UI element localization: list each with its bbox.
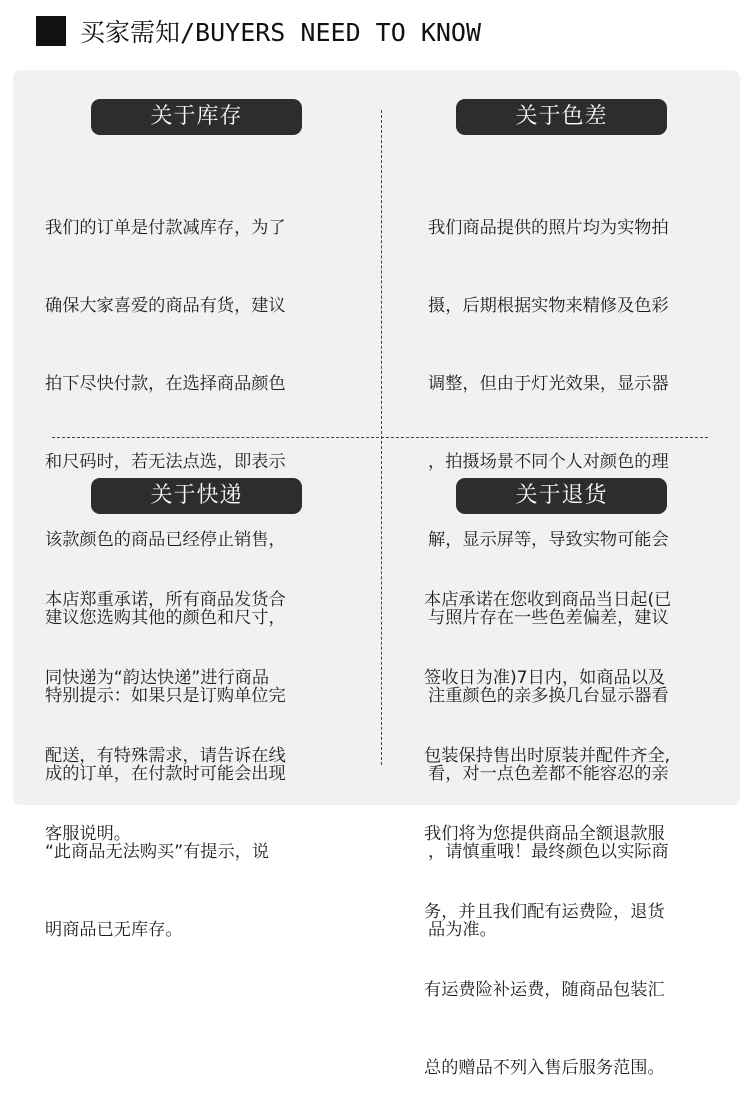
text-line: 我们的订单是付款减库存，为了 xyxy=(45,218,286,238)
text-line: 我们将为您提供商品全额退款服 xyxy=(424,824,665,844)
text-line: 解，显示屏等，导致实物可能会 xyxy=(428,530,669,550)
delivery-section-text xyxy=(45,535,286,873)
text-line: 与照片存在一些色差偏差，建议 xyxy=(428,608,669,628)
text-line: 总的赠品不列入售后服务范围。 xyxy=(424,1058,665,1078)
text-line: 确保大家喜爱的商品有货，建议 xyxy=(45,296,286,316)
page-header xyxy=(36,14,481,48)
text-line: 包装保持售出时原装并配件齐全, xyxy=(424,746,671,766)
text-line: 配送，有特殊需求，请告诉在线 xyxy=(45,746,286,766)
text-line: 特别提示：如果只是订购单位完 xyxy=(45,686,286,706)
text-line: 我们商品提供的照片均为实物拍 xyxy=(428,218,669,238)
text-line: 品为准。 xyxy=(428,920,497,940)
text-line: 务，并且我们配有运费险，退货 xyxy=(424,902,665,922)
text-line: 看，对一点色差都不能容忍的亲 xyxy=(428,764,669,784)
text-line: 拍下尽快付款，在选择商品颜色 xyxy=(45,374,286,394)
text-line: “此商品无法购买”有提示，说 xyxy=(45,842,270,862)
return-section-text xyxy=(424,535,671,1107)
stock-section-title: 关于库存 xyxy=(91,99,302,135)
text-line: ，请慎重哦！最终颜色以实际商 xyxy=(428,842,669,862)
text-line: 摄，后期根据实物来精修及色彩 xyxy=(428,296,669,316)
return-section-title: 关于退货 xyxy=(456,478,667,514)
text-line: 同快递为“韵达快递”进行商品 xyxy=(45,668,270,688)
color-section-title: 关于色差 xyxy=(456,99,667,135)
page-title: 买家需知/BUYERS NEED TO KNOW xyxy=(80,18,482,47)
text-line: 和尺码时，若无法点选，即表示 xyxy=(45,452,286,472)
text-line: 客服说明。 xyxy=(45,824,131,844)
text-line: 签收日为准)7日内，如商品以及 xyxy=(424,668,666,688)
text-line: 本店郑重承诺，所有商品发货合 xyxy=(45,590,286,610)
text-line: 明商品已无库存。 xyxy=(45,920,183,940)
header-square-icon xyxy=(36,16,66,46)
delivery-section-title: 关于快递 xyxy=(91,478,302,514)
text-line: 注重颜色的亲多换几台显示器看 xyxy=(428,686,669,706)
text-line: 建议您选购其他的颜色和尺寸， xyxy=(45,608,286,628)
text-line: 有运费险补运费，随商品包装汇 xyxy=(424,980,665,1000)
text-line: ，拍摄场景不同个人对颜色的理 xyxy=(428,452,669,472)
text-line: 调整，但由于灯光效果，显示器 xyxy=(428,374,669,394)
text-line: 本店承诺在您收到商品当日起(已 xyxy=(424,590,672,610)
text-line: 该款颜色的商品已经停止销售， xyxy=(45,530,286,550)
text-line: 成的订单，在付款时可能会出现 xyxy=(45,764,286,784)
